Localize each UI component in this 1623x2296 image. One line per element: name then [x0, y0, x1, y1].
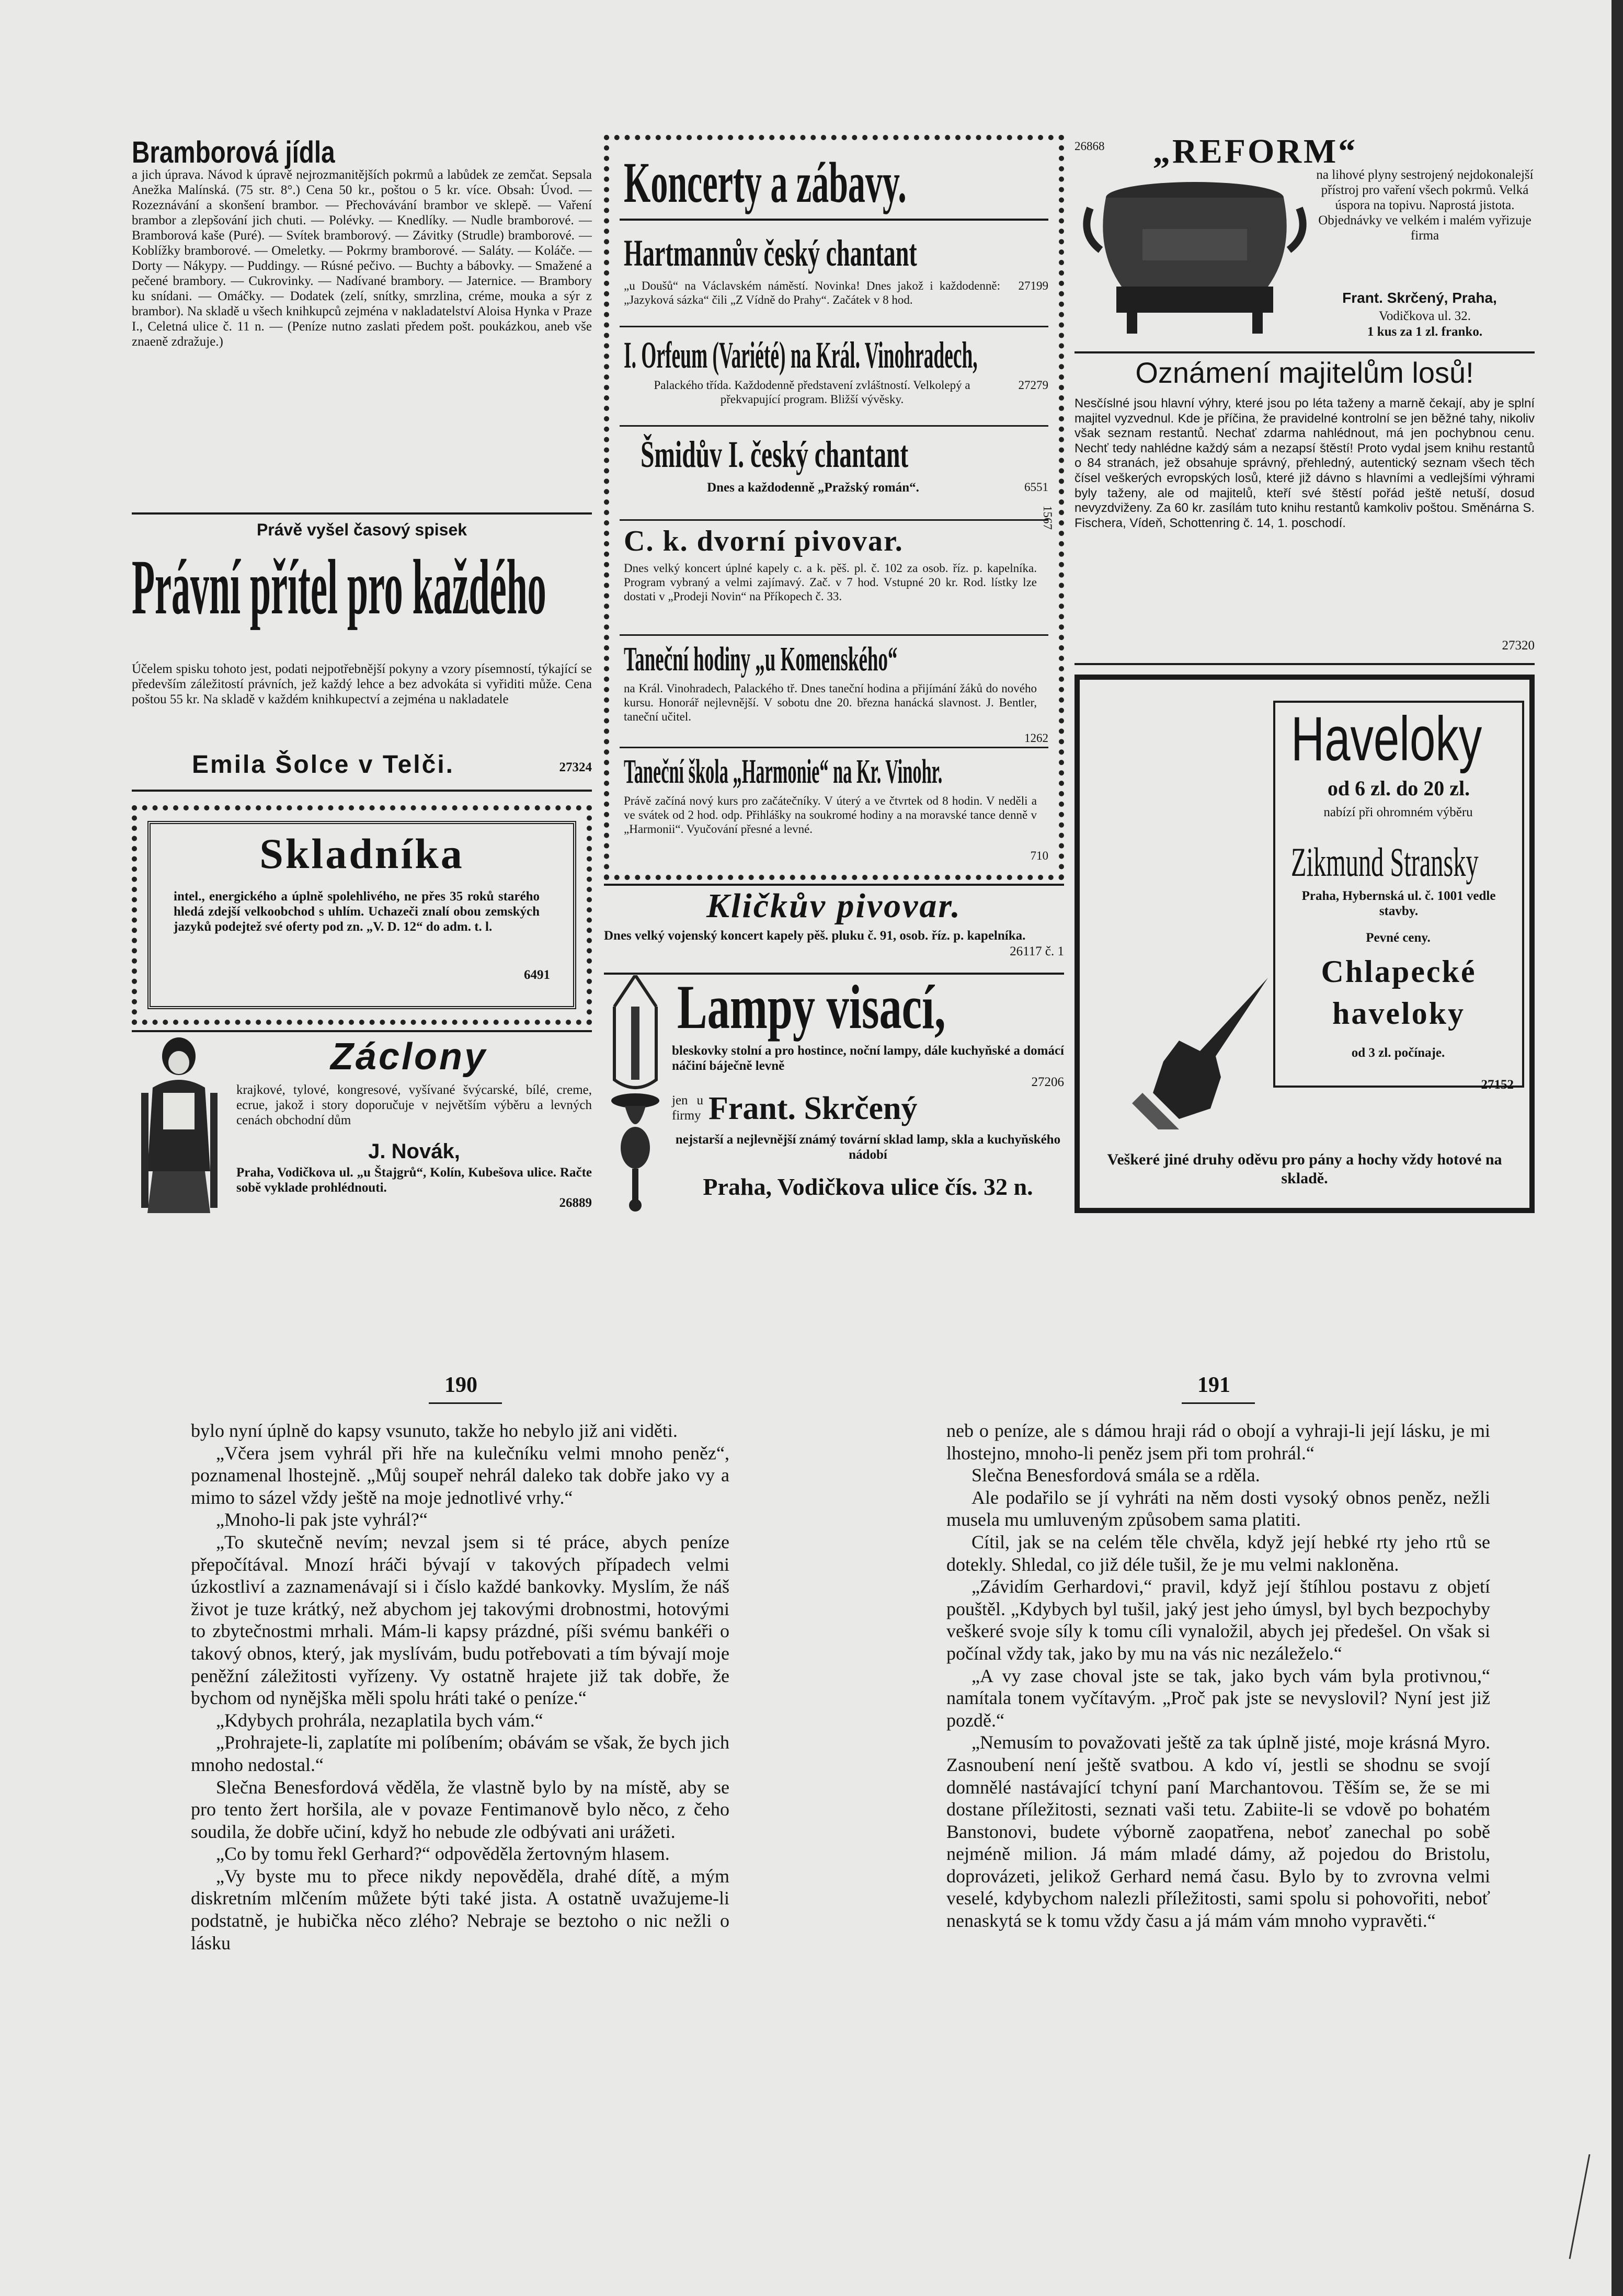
paragraph: bylo nyní úplně do kapsy vsunuto, takže ho nebylo již ani viděti. [191, 1420, 678, 1441]
paragraph: Slečna Benesfordová smála se a rděla. [971, 1465, 1260, 1486]
ad-orfeum-text: Palackého třída. Každodenně představení zvláštností. Velkolepý a překvapující program. Bližší vývěsky. [654, 379, 970, 406]
paragraph: „Prohrajete-li, zaplatíte mi políbením; obávám se však, že bych jich mnoho nedostal.“ [191, 1732, 729, 1775]
ad-haveloky-title: Haveloky [1291, 704, 1482, 774]
ad-haveloky-price: od 6 zl. do 20 zl. [1327, 776, 1470, 800]
ad-lampy-jen: jen u firmy [672, 1093, 703, 1123]
ad-bramborova [132, 135, 592, 511]
ad-klickuv-code: 26117 č. 1 [1010, 944, 1064, 958]
ad-pivovar-title: C. k. dvorní pivovar. [624, 525, 904, 557]
ad-lampy-code: 27206 [1031, 1075, 1064, 1089]
ad-skladnika-text: intel., energického a úplně spolehlivého, ne přes 35 roků starého hledá zdejší velkoobchod s uhlím. Uchazeči znalí obou zemských jazyků podejtež své oferty pod zn. „V. D. 12“ do adm. t. l. [174, 889, 540, 934]
pointing-hand-illustration [1122, 973, 1278, 1129]
ad-orfeum-code: 27279 [1018, 379, 1048, 392]
divider [132, 790, 592, 792]
ad-smid-text: Dnes a každodenně „Pražský román“. [707, 481, 919, 495]
paragraph: „Mnoho-li pak jste vyhrál?“ [216, 1509, 428, 1530]
ad-skladnika-title: Skladníka [259, 830, 464, 877]
divider [604, 884, 1064, 886]
ad-klickuv-text: Dnes velký vojenský koncert kapely pěš. pluku č. 91, osob. říz. p. kapelníka. [604, 929, 1026, 943]
ad-oznameni-text: Nesčíslné jsou hlavní výhry, které jsou po léta taženy a marně čekají, aby je splní majitel vyzvednul. Kde je příčina, že pravidelné kontrolní se jen běžné tahy, nikoliv však seznam restantů. Nechať zdarma nahlédnout, má jen pochybnou cenu. Nechť tedy nahlédne každý sám a nezapsí štěstí! Proto vydal jsem knihu restantů o 84 stranách, jež obsahuje správný, přehledný, autentický seznam všech těch čísel veškerých evropských losů, které již dávno s hlavními a vedlejšími výhrami byly taženy, ale od majitelů, kteří své štěstí pořád ještě netuší, dosud nevyzdviženy. Za 60 kr. zasílám tuto knihu restantů kamkoliv poštou. Směnárna S. Fischera, Vídeň, Schottenring č. 14, 1. poschodí. [1075, 396, 1535, 530]
ad-skladnika-code: 6491 [524, 968, 550, 982]
ad-hartmann-code: 27199 [1018, 279, 1048, 292]
ad-lampy-address: Praha, Vodičkova ulice čís. 32 n. [703, 1173, 1033, 1200]
divider [620, 326, 1048, 327]
paragraph: „Vy byste mu to přece nikdy nepověděla, drahé dítě, a mým diskretním mlčením můžete býti také jista. A ostatně uvažujeme-li podstatně, je hubička něco zlého? Nebraje se beztoho o nic nežli o lásku [191, 1865, 729, 1954]
ad-klickuv-title: Kličkův pivovar. [706, 887, 962, 925]
paragraph: „Závidím Gerhardovi,“ pravil, když její štíhlou postavu z objetí pouštěl. „Kdybych byl tušil, jaký jest jeho úmysl, byl bych bezpochyby veškeré svoje síly k tomu cíli vynaložil, abych jej předešel. On však si počínal vždy tak, jako by mu na vás nic nezáleželo.“ [946, 1576, 1490, 1664]
ad-zaclony-code: 26889 [559, 1196, 592, 1210]
ad-reform-address: Vodičkova ul. 32. [1379, 309, 1471, 323]
ad-haveloky-offer: nabízí při ohromném výběru [1323, 805, 1473, 819]
ad-harmonie-code: 710 [1030, 849, 1048, 862]
ad-haveloky-kids2: haveloky [1332, 996, 1466, 1031]
ad-haveloky-footer: Veškeré jiné druhy oděvu pro pány a hochy vždy hotové na skladě. [1107, 1151, 1502, 1187]
ad-hartmann-title: Hartmannův český chantant [624, 232, 917, 274]
ad-smid-title: Šmidův I. český chantant [641, 433, 909, 475]
ad-pravni-kicker: Právě vyšel časový spisek [256, 520, 467, 539]
ad-harmonie-text: Právě začíná nový kurs pro začátečníky. V úterý a ve čtvrtek od 8 hodin. V neděli a ve svátek od 2 hod. odp. Přihlášky na soukromé hodiny a na moravské tance denně v „Harmonii“. Vyučování přesné a levné. [624, 794, 1037, 836]
ad-oznameni-title: Oznámení majitelům losů! [1135, 356, 1474, 389]
hanging-lamp-illustration [604, 975, 667, 1216]
divider [620, 425, 1048, 427]
ad-reform [1075, 132, 1535, 349]
scan-edge [1611, 0, 1623, 2296]
ad-komensky-text: na Král. Vinohradech, Palackého tř. Dnes taneční hodina a přijímání žáků do nového kursu. Honorář nejlevnější. V sobotu dne 20. března hanácká slavnost. J. Bentler, taneční učitel. [624, 682, 1037, 723]
ad-komensky-title: Taneční hodiny „u Komenského“ [624, 640, 898, 678]
page-number-rule [429, 1402, 502, 1404]
divider [1075, 351, 1535, 353]
ad-pravni-code: 27324 [559, 760, 592, 774]
ad-orfeum-title: I. Orfeum (Variété) na Král. Vinohradech, [624, 334, 978, 376]
ad-koncerty-title: Koncerty a zábavy. [624, 151, 907, 214]
ad-zaclony-address: Praha, Vodičkova ul. „u Štajgrů“, Kolín, Kubešova ulice. Račte sobě vyklade prohlédnouti. [236, 1166, 592, 1195]
ad-hartmann-text: „u Doušů“ na Václavském náměstí. Novinka! Dnes jakož i každodenně: „Jazyková sázka“ čili „Z Vídně do Prahy“. Začátek v 8 hod. [624, 279, 1000, 306]
ad-pivovar-code: 1567 [1041, 506, 1054, 530]
page-number-rule [1182, 1402, 1255, 1404]
paragraph: Slečna Benesfordová věděla, že vlastně bylo by na místě, aby se pro tento žert horšila, ale v povaze Fentimanově bylo něco, z čeho soudila, že dobře učiní, když ho nebude zle odbývati ani urážeti. [191, 1776, 729, 1842]
ad-pravni-title: Právní přítel pro každého [132, 544, 546, 631]
ad-lampy-firm: Frant. Skrčený [708, 1091, 918, 1126]
paragraph: „To skutečně nevím; nevzal jsem si té práce, abych peníze přepočítával. Mnozí hráči bývají v takových případech velmi úzkostliví a zaznamenávají si i číslo každé bankovky. Myslím, že náš život je tuze krátký, než abychom jej takovými drobnostmi, hotovými to zbytečnostmi mrhali. Mám-li kapsy prázdné, píši svému bankéři o takový obnos, který, jak myslívám, budu potřebovati a tím bývají moje peněžní záležitosti vyřízeny. Vy ostatně hrajete již tak dobře, že bychom od nynějška měli spolu hráti také o peníze.“ [191, 1531, 729, 1709]
right-page-text [946, 1420, 1490, 2173]
ad-pravni-publisher: Emila Šolce v Telči. [192, 751, 454, 779]
divider [132, 512, 592, 515]
ad-pivovar-text: Dnes velký koncert úplné kapely c. a k. pěš. pl. č. 102 za osob. říz. p. kapelníka. Program vybraný a velmi zajímavý. Zač. v 7 hod. Vstupné 20 kr. Rod. lístky lze dostati v „Prodeji Novin“ na Příkopech č. 33. [624, 562, 1037, 603]
ad-lampy-desc: nejstarší a nejlevnější známý tovární sklad lamp, skla a kuchyňského nádobí [675, 1133, 1061, 1162]
ad-reform-price: 1 kus za 1 zl. franko. [1367, 325, 1483, 339]
ad-haveloky-firm: Zikmund Stransky [1291, 839, 1479, 885]
ad-koncerty-frame [604, 135, 1064, 880]
ad-haveloky-address: Praha, Hybernská ul. č. 1001 vedle stavby. [1301, 889, 1496, 918]
ad-zaclony-text: krajkové, tylové, kongresové, vyšívané švýcarské, bílé, creme, ecrue, jakož i story doporučuje v největším výběru a levných cenách obchodní dům [236, 1083, 592, 1127]
reform-cooker-illustration [1080, 161, 1310, 339]
divider [620, 519, 1048, 521]
ad-oznameni-losy [1075, 356, 1535, 659]
ad-haveloky-kids-price: od 3 zl. počínaje. [1351, 1046, 1445, 1060]
ad-reform-text: na lihové plyny sestrojený nejdokonalejší přístroj pro vaření všech pokrmů. Velká úspora na topivu. Naprostá jistota. Objednávky ve velkém i malém vyřizuje firma [1316, 168, 1534, 243]
right-page-number: 191 [1197, 1373, 1230, 1397]
paragraph: Cítil, jak se na celém těle chvěla, když její hebké rty jeho rtů se dotekly. Shledal, co již déle tušil, že je mu velmi nakloněna. [946, 1531, 1490, 1575]
paragraph: „Kdybych prohrála, nezaplatila bych vám.“ [216, 1709, 543, 1731]
paragraph: Ale podařilo se jí vyhráti na něm dosti vysoký obnos peněz, nežli musela mu umluveným způsobem sama platiti. [946, 1487, 1490, 1530]
paragraph: „Nemusím to považovati ještě za tak úplně jisté, moje krásná Myro. Zasnoubení není ještě svatbou. A kdo ví, jestli se shodnu se svojí domnělé nastávající tchyní paní Marchantovou. Těším se, že se mi dostane příležitosti, seznati vaši tetu. Zabiite-li se vdově po bohatém Banstonovi, budete výborně zaopatřena, neboť zanechal po sobě nejméně milion. Já mám mladé dámy, až pojedou do Bristolu, doprovázeti, jelikož Gerhard nemá času. Bylo by to zvrovna velmi veselé, kdybychom nalezli příležitosti, sami spolu si pohovořiti, neboť nenaskytá se k tomu vždy času a já mám vám mnoho vypravěti.“ [946, 1732, 1490, 1932]
woman-figure-illustration [132, 1035, 226, 1213]
ad-bramborova-title: Bramborová jídla [132, 135, 335, 169]
ad-harmonie-title: Taneční škola „Harmonie“ na Kr. Vinohr. [624, 752, 943, 791]
ad-haveloky-inner [1273, 701, 1524, 1088]
divider [620, 634, 1048, 636]
paragraph: „A vy zase choval jste se tak, jako bych vám byla protivnou,“ namítala tonem vyčítavým. „Proč pak jste se nevyslovil? Nyní jest již pozdě.“ [946, 1665, 1490, 1731]
divider [620, 747, 1048, 748]
divider [620, 219, 1048, 221]
ad-haveloky-fixed: Pevné ceny. [1366, 931, 1431, 945]
ad-zaclony [132, 1035, 592, 1213]
ad-reform-code: 26868 [1075, 140, 1105, 153]
ad-oznameni-code: 27320 [1502, 638, 1535, 653]
ad-reform-title: „REFORM“ [1153, 132, 1358, 170]
margin-pencil-mark [1563, 2154, 1595, 2269]
ad-smid-code: 6551 [1024, 481, 1048, 494]
ad-lampy [604, 972, 1064, 1216]
ad-skladnika-frame [132, 805, 592, 1025]
ad-lampy-text: bleskovky stolní a pro hostince, noční lampy, dále kuchyňské a domácí náčiní báječně levně [672, 1044, 1064, 1073]
ad-lampy-title: Lampy visací, [677, 972, 946, 1042]
ad-haveloky-kids1: Chlapecké [1321, 954, 1477, 989]
ad-bramborova-text: a jich úprava. Návod k úpravě nejrozmanitějších pokrmů a labůdek ze zemčat. Sepsala Anežka Malínská. (75 str. 8°.) Cena 50 kr., poštou o 5 kr. více. Obsah: Úvod. — Rozeznávání a skonšení brambor. — Přechovávání brambor ve sklepě. — Vaření brambor a zlepšování jich chuti. — Polévky. — Knedlíky. — Nudle bramborové. — Bramborová kaše (Puré). — Svítek bramborový. — Závitky (Strudle) bramborové. — Koblížky bramborové. — Omeletky. — Pokrmy bramborové. — Saláty. — Koláče. — Dorty — Nákypy. — Puddingy. — Rúsné pečivo. — Buchty a bábovky. — Smažené a pečené brambory. — Cukrovinky. — Nadívané brambory. — Jaternice. — Brambory ku snídani. — Omáčky. — Dodatek (zelí, snítky, smrzlina, créme, mouka a sýr z brambor). Na skladě u všech knihkupců zejména v nakladatelství Aloisa Hynka v Praze I., Celetná ulice č. 11 n. — (Peníze nutno zaslati předem pošt. poukázkou, aneb vše znaeně zdražuje.) [132, 168, 592, 349]
ad-reform-firm: Frant. Skrčený, Praha, [1342, 290, 1497, 306]
paragraph: neb o peníze, ale s dámou hraji rád o obojí a vyhraji-li její lásku, je mi lhostejno, mnoho-li peněz jsem při tom prohrál.“ [946, 1420, 1490, 1464]
ad-haveloky-code: 27152 [1481, 1078, 1514, 1092]
paragraph: „Co by tomu řekl Gerhard?“ odpověděla žertovným hlasem. [216, 1843, 670, 1865]
ad-haveloky-frame [1075, 675, 1535, 1213]
ad-zaclony-firm: J. Novák, [368, 1140, 460, 1163]
ad-pravni-text: Účelem spisku tohoto jest, podati nejpotřebnější pokyny a vzory písemností, týkající se především záležitostí právních, jež každý lehce a bez advokáta si vyřiditi může. Cena poštou 55 kr. Na skladě v každém knihkupectví a zejména u nakladatele [132, 662, 592, 706]
ad-komensky-code: 1262 [1024, 732, 1048, 745]
left-page-text [191, 1420, 729, 2173]
ad-pravni-pritel [132, 520, 592, 787]
paragraph: „Včera jsem vyhrál při hře na kulečníku velmi mnoho peněz“, poznamenal lhostejně. „Můj soupeř nehrál daleko tak dobře jako vy a mimo to sázel vždy ještě na moje jednotlivé vrhy.“ [191, 1442, 729, 1508]
ad-klickuv-pivovar [604, 886, 1064, 975]
divider [132, 1030, 592, 1032]
divider [1075, 663, 1535, 665]
left-page-number: 190 [444, 1373, 477, 1397]
ad-zaclony-title: Záclony [330, 1036, 488, 1078]
